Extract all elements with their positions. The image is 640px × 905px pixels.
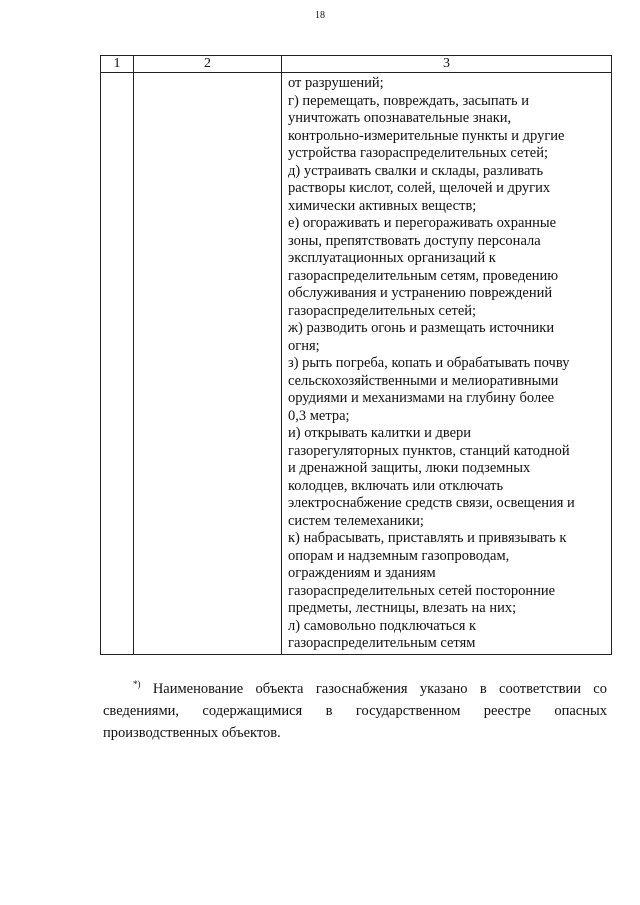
text-line: опорам и надземным газопроводам, <box>288 547 510 564</box>
text-line: колодцев, включать или отключать <box>288 477 504 494</box>
text-line: ж) разводить огонь и размещать источники <box>288 320 555 336</box>
text-line: газораспределительных сетей; <box>288 302 477 319</box>
text-line: предметы, лестницы, влезать на них; <box>288 600 517 616</box>
text-line: газорегуляторных пунктов, станций катодной <box>288 442 570 459</box>
text-line: л) самовольно подключаться к <box>288 617 477 634</box>
text-line: 0,3 метра; <box>288 407 350 424</box>
text-line: з) рыть погреба, копать и обрабатывать почву <box>288 355 570 371</box>
text-line: контрольно-измерительные пункты и другие <box>288 127 565 144</box>
footnote <box>103 673 607 744</box>
text-line: г) перемещать, повреждать, засыпать и <box>288 92 530 109</box>
text-line: огня; <box>288 337 320 354</box>
text-line: устройства газораспределительных сетей; <box>288 145 549 161</box>
table-cell-col1 <box>101 73 134 655</box>
text-line: от разрушений; <box>288 75 384 91</box>
footnote-line: сведениями, содержащимися в государственном реестре опасных <box>103 703 607 719</box>
column-header-2: 2 <box>134 56 282 73</box>
text-line: химически активных веществ; <box>288 197 477 214</box>
text-line: орудиями и механизмами на глубину более <box>288 390 555 406</box>
text-line: зоны, препятствовать доступу персонала <box>288 232 541 249</box>
table-row <box>101 73 612 655</box>
text-line: эксплуатационных организаций к <box>288 250 496 266</box>
text-line: уничтожать опознавательные знаки, <box>288 110 512 126</box>
text-line: электроснабжение средств связи, освещения и <box>288 495 575 511</box>
column-header-1: 1 <box>101 56 134 73</box>
requirements-table <box>100 55 612 655</box>
table-cell-col2 <box>134 73 282 655</box>
text-line: газораспределительных сетей посторонние <box>288 582 556 599</box>
text-line: и дренажной защиты, люки подземных <box>288 460 531 476</box>
table-header-row <box>101 56 612 73</box>
text-line: газораспределительным сетям, проведению <box>288 267 559 284</box>
text-line: систем телемеханики; <box>288 512 424 529</box>
column-header-3: 3 <box>282 56 612 73</box>
text-line: обслуживания и устранению повреждений <box>288 285 553 301</box>
footnote-text: Наименование объекта газоснабжения указано в соответствии со <box>152 681 607 697</box>
table-cell-col3 <box>282 73 612 655</box>
text-line: и) открывать калитки и двери <box>288 425 472 441</box>
page-number: 18 <box>315 10 325 21</box>
text-line: растворы кислот, солей, щелочей и других <box>288 180 551 196</box>
text-line: сельскохозяйственными и мелиоративными <box>288 372 559 389</box>
footnote-line <box>103 673 607 700</box>
text-line: к) набрасывать, приставлять и привязывать к <box>288 530 567 546</box>
text-line: е) огораживать и перегораживать охранные <box>288 215 557 231</box>
text-line: д) устраивать свалки и склады, разливать <box>288 162 544 179</box>
footnote-marker: *) <box>133 679 141 689</box>
text-line: газораспределительным сетям <box>288 635 476 651</box>
text-line: ограждениям и зданиям <box>288 565 436 581</box>
footnote-line: производственных объектов. <box>103 725 281 741</box>
